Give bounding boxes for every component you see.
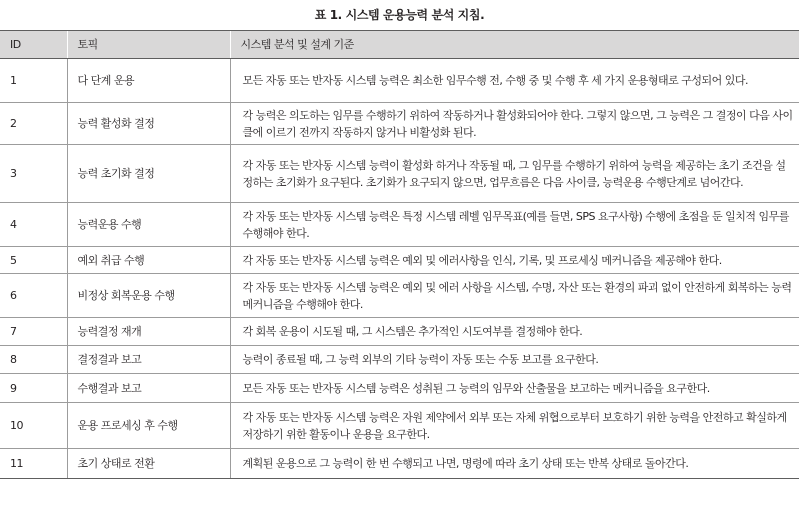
table-row	[0, 203, 799, 247]
row-standard: 각 자동 또는 반자동 시스템 능력은 자원 제약에서 외부 또는 자체 위협으로부터 보호하기 위한 능력을 안전하고 확실하게 저장하기 위한 활동이나 운용을 요구한다.	[230, 403, 799, 449]
table-row	[0, 346, 799, 374]
analysis-guideline-table	[0, 30, 799, 479]
header-id: ID	[0, 31, 67, 59]
table-row	[0, 449, 799, 479]
header-topic: 토픽	[67, 31, 230, 59]
table-caption: 표 1. 시스템 운용능력 분석 지침.	[314, 8, 485, 22]
row-topic: 능력운용 수행	[67, 203, 230, 247]
table-row	[0, 247, 799, 274]
row-id: 1	[0, 59, 67, 103]
row-id: 2	[0, 103, 67, 145]
row-topic: 초기 상태로 전환	[67, 449, 230, 479]
row-standard: 각 자동 또는 반자동 시스템 능력은 예외 및 에러 사항을 시스템, 수명, 자산 또는 환경의 파괴 없이 안전하게 회복하는 능력 메커니즘을 수행해야 한다.	[230, 274, 799, 318]
row-topic: 비정상 회복운용 수행	[67, 274, 230, 318]
table-row	[0, 145, 799, 203]
row-standard: 각 회복 운용이 시도될 때, 그 시스템은 추가적인 시도여부를 결정해야 한다.	[230, 318, 799, 346]
table-row	[0, 318, 799, 346]
row-id: 9	[0, 374, 67, 403]
row-id: 3	[0, 145, 67, 203]
row-id: 6	[0, 274, 67, 318]
row-id: 11	[0, 449, 67, 479]
row-id: 10	[0, 403, 67, 449]
header-standard: 시스템 분석 및 설계 기준	[230, 31, 799, 59]
row-standard: 계획된 운용으로 그 능력이 한 번 수행되고 나면, 명령에 따라 초기 상태 또는 반복 상태로 돌아간다.	[230, 449, 799, 479]
row-standard: 능력이 종료될 때, 그 능력 외부의 기타 능력이 자동 또는 수동 보고를 요구한다.	[230, 346, 799, 374]
table-row	[0, 103, 799, 145]
row-id: 4	[0, 203, 67, 247]
table-row	[0, 274, 799, 318]
row-topic: 수행결과 보고	[67, 374, 230, 403]
table-row	[0, 374, 799, 403]
table-row	[0, 59, 799, 103]
row-topic: 능력 활성화 결정	[67, 103, 230, 145]
row-topic: 결정결과 보고	[67, 346, 230, 374]
row-id: 5	[0, 247, 67, 274]
table-header-row	[0, 31, 799, 59]
row-topic: 능력결정 재개	[67, 318, 230, 346]
table-row	[0, 403, 799, 449]
row-standard: 각 자동 또는 반자동 시스템 능력은 예외 및 에러사항을 인식, 기록, 및 프로세싱 메커니즘을 제공해야 한다.	[230, 247, 799, 274]
row-standard: 모든 자동 또는 반자동 시스템 능력은 최소한 임무수행 전, 수행 중 및 수행 후 세 가지 운용형태로 구성되어 있다.	[230, 59, 799, 103]
row-topic: 능력 초기화 결정	[67, 145, 230, 203]
row-standard: 각 능력은 의도하는 임무를 수행하기 위하여 작동하거나 활성화되어야 한다. 그렇지 않으면, 그 능력은 그 결정이 다음 사이클에 이르기 전까지 작동하지 않거나 비활성화 된다.	[230, 103, 799, 145]
row-id: 8	[0, 346, 67, 374]
row-standard: 모든 자동 또는 반자동 시스템 능력은 성취된 그 능력의 임무와 산출물을 보고하는 메커니즘을 요구한다.	[230, 374, 799, 403]
row-standard: 각 자동 또는 반자동 시스템 능력이 활성화 하거나 작동될 때, 그 임무를 수행하기 위하여 능력을 제공하는 초기 조건을 설정하는 초기화가 요구된다. 초기화가 요구되지 않으면, 업무흐름은 다음 사이클, 능력운용 수행단계로 넘어간다.	[230, 145, 799, 203]
row-standard: 각 자동 또는 반자동 시스템 능력은 특정 시스템 레벨 임무목표(예를 들면, SPS 요구사항) 수행에 초점을 둔 일치적 임무를 수행해야 한다.	[230, 203, 799, 247]
row-topic: 예외 취급 수행	[67, 247, 230, 274]
row-topic: 운용 프로세싱 후 수행	[67, 403, 230, 449]
row-topic: 다 단계 운용	[67, 59, 230, 103]
row-id: 7	[0, 318, 67, 346]
